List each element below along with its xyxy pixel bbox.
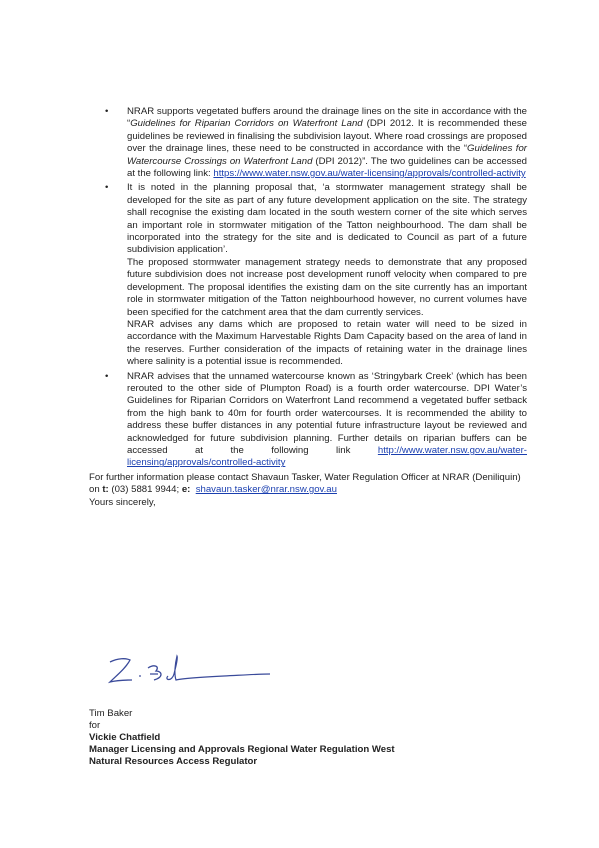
bullet-paragraph [127,371,527,470]
guideline-title: Guidelines for Riparian Corridors on Waterfront Land [130,118,363,130]
bullet-dot-icon: • [105,106,109,117]
signer-title: Manager Licensing and Approvals Regional Water Regulation West [89,744,395,755]
contact-text: For further information please contact Shavaun Tasker, Water Regulation Officer at NRAR (Deniliquin) on [89,471,521,496]
signature-block [89,708,395,768]
email-label: e: [181,484,191,496]
bullet-paragraph [127,182,527,256]
paragraph-text: NRAR supports vegetated buffers around the drainage lines on the site in accordance with the “ [127,106,527,130]
paragraph-text: NRAR advises any dams which are proposed to retain water will need to be sized in accordance with the Maximum Harvestable Rights Dam Capacity based on the area of land in the reserves. Further consideration of the impacts of retaining water in the drainage lines where salinity is a potential issue is recommended. [127,318,527,368]
organization-name: Natural Resources Access Regulator [89,756,258,767]
bullet-dot-icon: • [105,370,109,382]
letter-body [89,106,527,509]
bullet-item [89,182,527,368]
closing-salutation: Yours sincerely, [89,496,156,508]
paragraph-text: (DPI 2012)”. The two guidelines can be accessed at the following link: [127,155,527,180]
for-label: for [89,720,101,731]
contact-line [89,472,527,497]
phone-label: t: [102,484,109,496]
email-link[interactable]: shavaun.tasker@nrar.nsw.gov.au [195,484,337,496]
paragraph-text: (DPI 2012. It is recommended these guidelines be reviewed in finalising the subdivision layout. Where road crossings are proposed over the drainage lines, these need to be constructed in accordance with the “ [127,118,527,155]
bullet-paragraph [127,106,527,180]
bullet-paragraph [127,257,527,319]
on-behalf-name: Vickie Chatfield [89,732,161,743]
bullet-list [89,106,527,470]
bullet-item [89,106,527,180]
guideline-link[interactable]: https://www.water.nsw.gov.au/water-licensing/approvals/controlled-activity [213,168,526,180]
paragraph-text: The proposed stormwater management strategy needs to demonstrate that any proposed future subdivision does not increase post development runoff velocity when compared to pre development. The proposal identifies the existing dam on the site currently has an important role in stormwater mitigation of the Tatton neighbourhood however, no current volumes have been specified for the catchment area that the dam currently services. [127,256,527,318]
guideline-title: Guidelines for Watercourse Crossings on Waterfront Land [127,143,528,167]
phone-number: (03) 5881 9944; [108,484,182,496]
bullet-dot-icon: • [105,182,109,194]
handwritten-signature [104,650,274,690]
bullet-item [89,371,527,470]
paragraph-text: It is noted in the planning proposal that, ‘a stormwater management strategy shall be developed for the site as part of any future development application on the site. The strategy shall recognise the existing dam located in the south western corner of the site which serves an important role in stormwater mitigation of the Tatton neighbourhood. The dam shall be incorporated into the strategy for the site and is dedicated to Council as part of a future subdivision application’. [127,182,527,256]
paragraph-text: NRAR advises that the unnamed watercourse known as ‘Stringybark Creek’ (which has been rerouted to the other side of Plumpton Road) is a fourth order watercourse. DPI Water’s Guidelines for Riparian Corridors on Waterfront Land recommend a vegetated buffer setback from the high bank to 40m for fourth order watercourses. It is recommended the ability to address these buffer distances in any potential future infrastructure layout be reviewed and acknowledged for future subdivision planning. Further details on riparian buffers can be accessed at the following link [127,370,527,456]
bullet-paragraph [127,319,527,369]
signer-name: Tim Baker [89,708,133,719]
guideline-link[interactable]: http://www.water.nsw.gov.au/water-licensing/approvals/controlled-activity [127,444,527,469]
